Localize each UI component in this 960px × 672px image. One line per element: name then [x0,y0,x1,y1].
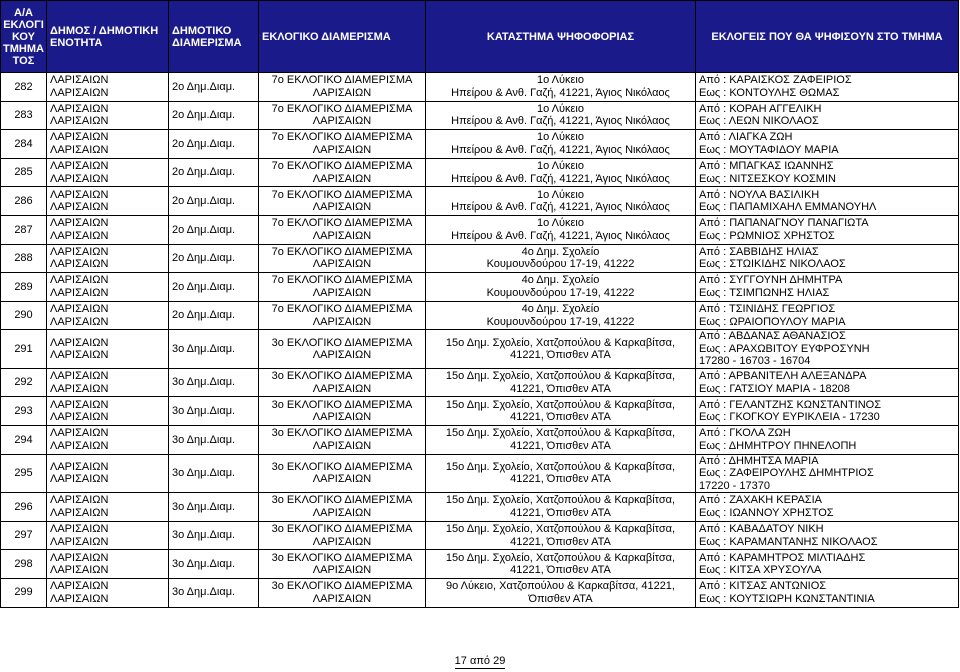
table-row [1,73,959,102]
cell-tmima-number: 287 [1,215,47,244]
cell-eklogiko-line: ΛΑΡΙΣΑΙΩΝ [312,349,372,362]
cell-katastima-line: Ηπείρου & Ανθ. Γαζή, 41221, Άγιος Νικόλαος [451,115,670,128]
header-katastima: ΚΑΤΑΣΤΗΜΑ ΨΗΦΟΦΟΡΙΑΣ [426,1,696,73]
cell-dimos-line: ΛΑΡΙΣΑΙΩΝ [50,160,109,173]
cell-ekloges [696,368,959,397]
cell-ekloges-line: Εως : ΔΗΜΗΤΡΟΥ ΠΗΝΕΛΟΠΗ [699,439,857,452]
cell-dimos-line: ΛΑΡΙΣΑΙΩΝ [50,535,109,548]
header-tmima: Α/Α ΕΚΛΟΓΙ ΚΟΥ ΤΜΗΜΑ ΤΟΣ [1,1,47,73]
cell-eklogiko-line: ΛΑΡΙΣΑΙΩΝ [312,439,372,452]
cell-eklogiko-line: ΛΑΡΙΣΑΙΩΝ [312,592,372,605]
header-dimos: ΔΗΜΟΣ / ΔΗΜΟΤΙΚΗ ΕΝΟΤΗΤΑ [47,1,169,73]
cell-katastima [426,73,696,102]
cell-ekloges-line: Από : ΑΒΔΑΝΑΣ ΑΘΑΝΑΣΙΟΣ [699,330,846,343]
cell-ekloges-line: Εως : ΖΑΦΕΙΡΟΥΛΗΣ ΔΗΜΗΤΡΙΟΣ [699,467,874,480]
cell-katastima [426,158,696,187]
cell-dimos-line: ΛΑΡΙΣΑΙΩΝ [50,115,109,128]
cell-ekloges [696,493,959,522]
cell-katastima [426,130,696,159]
cell-ekloges [696,397,959,426]
cell-katastima-line: Ηπείρου & Ανθ. Γαζή, 41221, Άγιος Νικόλαος [451,229,670,242]
cell-dimos-line: ΛΑΡΙΣΑΙΩΝ [50,201,109,214]
cell-katastima-line: 15ο Δημ. Σχολείο, Χατζοπούλου & Καρκαβίτσα, [445,494,676,507]
table-row [1,493,959,522]
cell-katastima [426,215,696,244]
cell-katastima-line: 41221, Όπισθεν ΑΤΑ [510,439,611,452]
cell-dimotiko: 3ο Δημ.Διαμ. [169,426,259,455]
cell-katastima-line: Ηπείρου & Ανθ. Γαζή, 41221, Άγιος Νικόλαος [451,143,670,156]
cell-ekloges-line: Από : ΜΠΑΓΚΑΣ ΙΩΑΝΝΗΣ [699,160,834,173]
cell-dimos-line: ΛΑΡΙΣΑΙΩΝ [50,580,109,593]
table-row [1,158,959,187]
cell-dimos [47,330,169,369]
cell-dimos-line: ΛΑΡΙΣΑΙΩΝ [50,494,109,507]
cell-katastima-line: 1ο Λύκειο [536,74,584,87]
table-row [1,550,959,579]
cell-eklogiko-line: 7ο ΕΚΛΟΓΙΚΟ ΔΙΑΜΕΡΙΣΜΑ [271,131,413,144]
cell-eklogiko-line: 3ο ΕΚΛΟΓΙΚΟ ΔΙΑΜΕΡΙΣΜΑ [271,494,413,507]
cell-eklogiko-line: 3ο ΕΚΛΟΓΙΚΟ ΔΙΑΜΕΡΙΣΜΑ [271,551,413,564]
table-row [1,101,959,130]
cell-ekloges-line: Από : ΚΑΡΑΜΗΤΡΟΣ ΜΙΛΤΙΑΔΗΣ [699,551,866,564]
cell-dimos [47,130,169,159]
cell-dimotiko: 2ο Δημ.Διαμ. [169,158,259,187]
cell-katastima-line: Ηπείρου & Ανθ. Γαζή, 41221, Άγιος Νικόλαος [451,172,670,185]
cell-katastima-line: 9ο Λύκειο, Χατζοπούλου & Καρκαβίτσα, 41221, [446,580,675,593]
cell-eklogiko [259,521,426,550]
cell-dimos [47,244,169,273]
cell-dimos [47,273,169,302]
cell-eklogiko [259,454,426,493]
cell-dimotiko: 3ο Δημ.Διαμ. [169,397,259,426]
cell-eklogiko [259,130,426,159]
cell-dimos-line: ΛΑΡΙΣΑΙΩΝ [50,229,109,242]
cell-tmima-number: 295 [1,454,47,493]
cell-dimotiko: 3ο Δημ.Διαμ. [169,493,259,522]
cell-ekloges-line: 17280 - 16703 - 16704 [699,355,811,368]
cell-tmima-number: 297 [1,521,47,550]
cell-katastima-line: Όπισθεν ΑΤΑ [528,592,593,605]
cell-dimos [47,521,169,550]
cell-tmima-number: 283 [1,101,47,130]
table-row [1,301,959,330]
cell-dimos-line: ΛΑΡΙΣΑΙΩΝ [50,143,109,156]
cell-dimos-line: ΛΑΡΙΣΑΙΩΝ [50,564,109,577]
cell-eklogiko-line: ΛΑΡΙΣΑΙΩΝ [312,172,372,185]
cell-ekloges-line: Από : ΔΗΜΗΤΣΑ ΜΑΡΙΑ [699,454,819,467]
cell-eklogiko [259,101,426,130]
cell-ekloges-line: Από : ΚΑΒΑΔΑΤΟΥ ΝΙΚΗ [699,523,824,536]
cell-ekloges-line: Από : ΓΕΛΑΝΤΖΗΣ ΚΩΝΣΤΑΝΤΙΝΟΣ [699,398,882,411]
cell-dimotiko: 2ο Δημ.Διαμ. [169,244,259,273]
cell-ekloges-line: Από : ΣΥΓΓΟΥΝΗ ΔΗΜΗΤΡΑ [699,274,843,287]
cell-dimos [47,397,169,426]
cell-eklogiko-line: 7ο ΕΚΛΟΓΙΚΟ ΔΙΑΜΕΡΙΣΜΑ [271,303,413,316]
cell-dimos-line: ΛΑΡΙΣΑΙΩΝ [50,286,109,299]
cell-dimotiko: 2ο Δημ.Διαμ. [169,101,259,130]
table-row [1,578,959,607]
table-header-row [1,1,959,73]
cell-dimos-line: ΛΑΡΙΣΑΙΩΝ [50,217,109,230]
cell-tmima-number: 284 [1,130,47,159]
cell-ekloges-line: Εως : ΑΡΑΧΩΒΙΤΟΥ ΕΥΦΡΟΣΥΝΗ [699,342,870,355]
cell-katastima-line: Κουμουνδούρου 17-19, 41222 [486,286,635,299]
table-body [1,73,959,608]
cell-eklogiko-line: 3ο ΕΚΛΟΓΙΚΟ ΔΙΑΜΕΡΙΣΜΑ [271,427,413,440]
cell-ekloges-line: Από : ΚΑΡΑΙΣΚΟΣ ΖΑΦΕΙΡΙΟΣ [699,74,852,87]
cell-ekloges-line: Εως : ΝΙΤΣΕΣΚΟΥ ΚΟΣΜΙΝ [699,172,836,185]
cell-eklogiko [259,187,426,216]
cell-dimotiko: 3ο Δημ.Διαμ. [169,368,259,397]
cell-eklogiko [259,158,426,187]
table-row [1,273,959,302]
cell-eklogiko-line: ΛΑΡΙΣΑΙΩΝ [312,143,372,156]
cell-ekloges-line: Από : ΛΙΑΓΚΑ ΖΩΗ [699,131,793,144]
cell-eklogiko [259,368,426,397]
cell-katastima [426,493,696,522]
cell-eklogiko-line: ΛΑΡΙΣΑΙΩΝ [312,115,372,128]
cell-katastima-line: 4ο Δημ. Σχολείο [521,245,600,258]
cell-eklogiko-line: ΛΑΡΙΣΑΙΩΝ [312,315,372,328]
cell-katastima [426,454,696,493]
cell-dimos-line: ΛΑΡΙΣΑΙΩΝ [50,506,109,519]
cell-katastima [426,521,696,550]
cell-dimotiko: 3ο Δημ.Διαμ. [169,550,259,579]
cell-ekloges-line: 17220 - 17370 [699,479,770,492]
cell-katastima-line: Ηπείρου & Ανθ. Γαζή, 41221, Άγιος Νικόλαος [451,86,670,99]
cell-ekloges-line: Εως : ΜΟΥΤΑΦΙΔΟΥ ΜΑΡΙΑ [699,143,839,156]
cell-katastima [426,550,696,579]
cell-katastima-line: 4ο Δημ. Σχολείο [521,274,600,287]
cell-dimos [47,73,169,102]
cell-katastima-line: 41221, Όπισθεν ΑΤΑ [510,506,611,519]
cell-tmima-number: 282 [1,73,47,102]
cell-tmima-number: 288 [1,244,47,273]
cell-eklogiko [259,244,426,273]
cell-dimos-line: ΛΑΡΙΣΑΙΩΝ [50,349,109,362]
cell-dimos [47,301,169,330]
cell-dimos [47,578,169,607]
cell-katastima [426,187,696,216]
cell-katastima-line: 1ο Λύκειο [536,131,584,144]
cell-dimos-line: ΛΑΡΙΣΑΙΩΝ [50,245,109,258]
cell-eklogiko [259,426,426,455]
cell-katastima-line: 15ο Δημ. Σχολείο, Χατζοπούλου & Καρκαβίτσα, [445,427,676,440]
cell-eklogiko-line: 7ο ΕΚΛΟΓΙΚΟ ΔΙΑΜΕΡΙΣΜΑ [271,188,413,201]
cell-dimos [47,454,169,493]
cell-dimos-line: ΛΑΡΙΣΑΙΩΝ [50,523,109,536]
cell-katastima-line: 15ο Δημ. Σχολείο, Χατζοπούλου & Καρκαβίτσα, [445,523,676,536]
cell-dimotiko: 2ο Δημ.Διαμ. [169,187,259,216]
cell-dimos-line: ΛΑΡΙΣΑΙΩΝ [50,274,109,287]
cell-tmima-number: 292 [1,368,47,397]
cell-ekloges [696,73,959,102]
cell-ekloges-line: Εως : ΩΡΑΙΟΠΟΥΛΟΥ ΜΑΡΙΑ [699,315,846,328]
cell-dimos [47,187,169,216]
cell-eklogiko [259,73,426,102]
cell-eklogiko-line: 7ο ΕΚΛΟΓΙΚΟ ΔΙΑΜΕΡΙΣΜΑ [271,160,413,173]
cell-katastima [426,101,696,130]
cell-tmima-number: 290 [1,301,47,330]
cell-katastima-line: 41221, Όπισθεν ΑΤΑ [510,473,611,486]
cell-dimotiko: 2ο Δημ.Διαμ. [169,215,259,244]
cell-tmima-number: 293 [1,397,47,426]
cell-katastima [426,578,696,607]
cell-dimos [47,493,169,522]
cell-eklogiko-line: ΛΑΡΙΣΑΙΩΝ [312,411,372,424]
cell-ekloges [696,244,959,273]
cell-eklogiko-line: ΛΑΡΙΣΑΙΩΝ [312,286,372,299]
cell-eklogiko-line: 7ο ΕΚΛΟΓΙΚΟ ΔΙΑΜΕΡΙΣΜΑ [271,274,413,287]
page-footer [0,655,960,669]
cell-ekloges-line: Από : ΝΟΥΛΑ ΒΑΣΙΛΙΚΗ [699,188,820,201]
cell-katastima-line: 41221, Όπισθεν ΑΤΑ [510,564,611,577]
cell-katastima-line: 15ο Δημ. Σχολείο, Χατζοπούλου & Καρκαβίτσα, [445,336,676,349]
cell-tmima-number: 289 [1,273,47,302]
table-row [1,454,959,493]
cell-ekloges [696,301,959,330]
cell-dimos-line: ΛΑΡΙΣΑΙΩΝ [50,258,109,271]
cell-ekloges-line: Από : ΚΙΤΣΑΣ ΑΝΤΩΝΙΟΣ [699,580,827,593]
cell-eklogiko [259,273,426,302]
table-row [1,215,959,244]
cell-eklogiko-line: ΛΑΡΙΣΑΙΩΝ [312,564,372,577]
cell-tmima-number: 286 [1,187,47,216]
cell-eklogiko-line: ΛΑΡΙΣΑΙΩΝ [312,535,372,548]
cell-eklogiko [259,215,426,244]
cell-ekloges [696,101,959,130]
cell-katastima-line: 4ο Δημ. Σχολείο [521,303,600,316]
cell-dimos [47,158,169,187]
cell-ekloges [696,578,959,607]
cell-katastima-line: Ηπείρου & Ανθ. Γαζή, 41221, Άγιος Νικόλαος [451,201,670,214]
cell-ekloges [696,273,959,302]
cell-dimos-line: ΛΑΡΙΣΑΙΩΝ [50,131,109,144]
cell-ekloges [696,426,959,455]
cell-ekloges-line: Εως : ΡΩΜΝΙΟΣ ΧΡΗΣΤΟΣ [699,229,835,242]
cell-dimos-line: ΛΑΡΙΣΑΙΩΝ [50,398,109,411]
cell-ekloges-line: Από : ΓΚΟΛΑ ΖΩΗ [699,427,791,440]
cell-katastima [426,397,696,426]
cell-eklogiko [259,397,426,426]
cell-ekloges-line: Εως : ΠΑΠΑΜΙΧΑΗΛ ΕΜΜΑΝΟΥΗΛ [699,201,877,214]
table-row [1,397,959,426]
cell-tmima-number: 285 [1,158,47,187]
cell-dimos-line: ΛΑΡΙΣΑΙΩΝ [50,427,109,440]
cell-katastima [426,426,696,455]
cell-eklogiko-line: 3ο ΕΚΛΟΓΙΚΟ ΔΙΑΜΕΡΙΣΜΑ [271,523,413,536]
cell-dimos-line: ΛΑΡΙΣΑΙΩΝ [50,439,109,452]
cell-tmima-number: 291 [1,330,47,369]
cell-eklogiko [259,493,426,522]
cell-eklogiko-line: ΛΑΡΙΣΑΙΩΝ [312,382,372,395]
cell-katastima-line: 15ο Δημ. Σχολείο, Χατζοπούλου & Καρκαβίτσα, [445,460,676,473]
cell-dimotiko: 2ο Δημ.Διαμ. [169,273,259,302]
cell-dimos-line: ΛΑΡΙΣΑΙΩΝ [50,551,109,564]
cell-katastima-line: 41221, Όπισθεν ΑΤΑ [510,411,611,424]
table-row [1,521,959,550]
cell-eklogiko [259,301,426,330]
cell-ekloges [696,521,959,550]
cell-eklogiko [259,330,426,369]
cell-katastima-line: 15ο Δημ. Σχολείο, Χατζοπούλου & Καρκαβίτσα, [445,370,676,383]
cell-eklogiko-line: 7ο ΕΚΛΟΓΙΚΟ ΔΙΑΜΕΡΙΣΜΑ [271,102,413,115]
cell-dimos [47,426,169,455]
cell-eklogiko-line: ΛΑΡΙΣΑΙΩΝ [312,86,372,99]
cell-ekloges-line: Από : ΑΡΒΑΝΙΤΕΛΗ ΑΛΕΞΑΝΔΡΑ [699,370,867,383]
cell-eklogiko-line: ΛΑΡΙΣΑΙΩΝ [312,258,372,271]
cell-dimotiko: 2ο Δημ.Διαμ. [169,130,259,159]
cell-katastima [426,368,696,397]
cell-dimotiko: 2ο Δημ.Διαμ. [169,73,259,102]
cell-dimos-line: ΛΑΡΙΣΑΙΩΝ [50,592,109,605]
table-row [1,426,959,455]
cell-katastima-line: 41221, Όπισθεν ΑΤΑ [510,535,611,548]
cell-katastima-line: 1ο Λύκειο [536,188,584,201]
table-row [1,330,959,369]
cell-ekloges-line: Εως : ΚΑΡΑΜΑΝΤΑΝΗΣ ΝΙΚΟΛΑΟΣ [699,535,878,548]
cell-dimos-line: ΛΑΡΙΣΑΙΩΝ [50,473,109,486]
header-eklogiko: ΕΚΛΟΓΙΚΟ ΔΙΑΜΕΡΙΣΜΑ [259,1,426,73]
cell-dimos [47,550,169,579]
cell-katastima-line: 15ο Δημ. Σχολείο, Χατζοπούλου & Καρκαβίτσα, [445,551,676,564]
cell-tmima-number: 294 [1,426,47,455]
cell-dimotiko: 3ο Δημ.Διαμ. [169,454,259,493]
cell-katastima-line: 41221, Όπισθεν ΑΤΑ [510,382,611,395]
table-row [1,130,959,159]
cell-ekloges-line: Εως : ΤΣΙΜΠΩΝΗΣ ΗΛΙΑΣ [699,286,830,299]
cell-dimos-line: ΛΑΡΙΣΑΙΩΝ [50,303,109,316]
cell-ekloges [696,215,959,244]
cell-ekloges-line: Από : ΠΑΠΑΝΑΓΝΟΥ ΠΑΝΑΓΙΩΤΑ [699,217,869,230]
cell-eklogiko-line: ΛΑΡΙΣΑΙΩΝ [312,506,372,519]
cell-dimos-line: ΛΑΡΙΣΑΙΩΝ [50,382,109,395]
cell-dimotiko: 3ο Δημ.Διαμ. [169,521,259,550]
cell-dimos [47,101,169,130]
table-row [1,368,959,397]
cell-ekloges-line: Από : ΤΣΙΝΙΔΗΣ ΓΕΩΡΓΙΟΣ [699,303,836,316]
cell-eklogiko [259,550,426,579]
cell-ekloges-line: Από : ΚΟΡΑΗ ΑΓΓΕΛΙΚΗ [699,102,822,115]
header-dimotiko: ΔΗΜΟΤΙΚΟ ΔΙΑΜΕΡΙΣΜΑ [169,1,259,73]
cell-dimos-line: ΛΑΡΙΣΑΙΩΝ [50,74,109,87]
cell-katastima-line: 1ο Λύκειο [536,217,584,230]
cell-eklogiko [259,578,426,607]
cell-dimos [47,368,169,397]
table-row [1,187,959,216]
cell-katastima-line: 1ο Λύκειο [536,102,584,115]
cell-ekloges-line: Από : ΖΑΧΑΚΗ ΚΕΡΑΣΙΑ [699,494,823,507]
cell-eklogiko-line: ΛΑΡΙΣΑΙΩΝ [312,201,372,214]
cell-katastima [426,244,696,273]
page-number: 17 από 29 [454,655,506,667]
cell-eklogiko-line: 3ο ΕΚΛΟΓΙΚΟ ΔΙΑΜΕΡΙΣΜΑ [271,336,413,349]
cell-eklogiko-line: 3ο ΕΚΛΟΓΙΚΟ ΔΙΑΜΕΡΙΣΜΑ [271,580,413,593]
cell-dimotiko: 2ο Δημ.Διαμ. [169,301,259,330]
cell-ekloges-line: Από : ΣΑΒΒΙΔΗΣ ΗΛΙΑΣ [699,245,819,258]
cell-ekloges-line: Εως : ΓΑΤΣΙΟΥ ΜΑΡΙΑ - 18208 [699,382,850,395]
cell-katastima-line: 41221, Όπισθεν ΑΤΑ [510,349,611,362]
cell-ekloges-line: Εως : ΚΟΝΤΟΥΛΗΣ ΘΩΜΑΣ [699,86,840,99]
cell-dimos [47,215,169,244]
cell-dimotiko: 3ο Δημ.Διαμ. [169,330,259,369]
cell-eklogiko-line: 7ο ΕΚΛΟΓΙΚΟ ΔΙΑΜΕΡΙΣΜΑ [271,245,413,258]
cell-dimos-line: ΛΑΡΙΣΑΙΩΝ [50,86,109,99]
cell-tmima-number: 299 [1,578,47,607]
cell-dimos-line: ΛΑΡΙΣΑΙΩΝ [50,188,109,201]
cell-tmima-number: 298 [1,550,47,579]
cell-dimos-line: ΛΑΡΙΣΑΙΩΝ [50,172,109,185]
cell-ekloges [696,130,959,159]
cell-ekloges [696,187,959,216]
cell-katastima-line: Κουμουνδούρου 17-19, 41222 [486,315,635,328]
cell-ekloges-line: Εως : ΣΤΩΙΚΙΔΗΣ ΝΙΚΟΛΑΟΣ [699,258,846,271]
cell-eklogiko-line: ΛΑΡΙΣΑΙΩΝ [312,473,372,486]
cell-ekloges [696,550,959,579]
cell-katastima [426,301,696,330]
cell-ekloges-line: Εως : ΓΚΟΓΚΟΥ ΕΥΡΙΚΛΕΙΑ - 17230 [699,411,880,424]
cell-dimotiko: 3ο Δημ.Διαμ. [169,578,259,607]
cell-eklogiko-line: ΛΑΡΙΣΑΙΩΝ [312,229,372,242]
cell-dimos-line: ΛΑΡΙΣΑΙΩΝ [50,315,109,328]
cell-tmima-number: 296 [1,493,47,522]
cell-ekloges [696,330,959,369]
cell-ekloges [696,454,959,493]
cell-katastima-line: 15ο Δημ. Σχολείο, Χατζοπούλου & Καρκαβίτσα, [445,398,676,411]
cell-katastima-line: 1ο Λύκειο [536,160,584,173]
cell-eklogiko-line: 3ο ΕΚΛΟΓΙΚΟ ΔΙΑΜΕΡΙΣΜΑ [271,460,413,473]
cell-katastima-line: Κουμουνδούρου 17-19, 41222 [486,258,635,271]
cell-eklogiko-line: 3ο ΕΚΛΟΓΙΚΟ ΔΙΑΜΕΡΙΣΜΑ [271,398,413,411]
cell-dimos-line: ΛΑΡΙΣΑΙΩΝ [50,411,109,424]
header-ekloges: ΕΚΛΟΓΕΙΣ ΠΟΥ ΘΑ ΨΗΦΙΣΟΥΝ ΣΤΟ ΤΜΗΜΑ [696,1,959,73]
cell-katastima [426,330,696,369]
cell-ekloges-line: Εως : ΚΙΤΣΑ ΧΡΥΣΟΥΛΑ [699,564,822,577]
table-row [1,244,959,273]
cell-ekloges-line: Εως : ΚΟΥΤΣΙΩΡΗ ΚΩΝΣΤΑΝΤΙΝΙΑ [699,592,875,605]
cell-eklogiko-line: 7ο ΕΚΛΟΓΙΚΟ ΔΙΑΜΕΡΙΣΜΑ [271,74,413,87]
cell-katastima [426,273,696,302]
cell-dimos-line: ΛΑΡΙΣΑΙΩΝ [50,460,109,473]
cell-ekloges-line: Εως : ΙΩΑΝΝΟΥ ΧΡΗΣΤΟΣ [699,506,834,519]
cell-dimos-line: ΛΑΡΙΣΑΙΩΝ [50,336,109,349]
cell-ekloges [696,158,959,187]
cell-ekloges-line: Εως : ΛΕΩΝ ΝΙΚΟΛΑΟΣ [699,115,819,128]
cell-dimos-line: ΛΑΡΙΣΑΙΩΝ [50,102,109,115]
cell-eklogiko-line: 7ο ΕΚΛΟΓΙΚΟ ΔΙΑΜΕΡΙΣΜΑ [271,217,413,230]
cell-eklogiko-line: 3ο ΕΚΛΟΓΙΚΟ ΔΙΑΜΕΡΙΣΜΑ [271,370,413,383]
cell-dimos-line: ΛΑΡΙΣΑΙΩΝ [50,370,109,383]
